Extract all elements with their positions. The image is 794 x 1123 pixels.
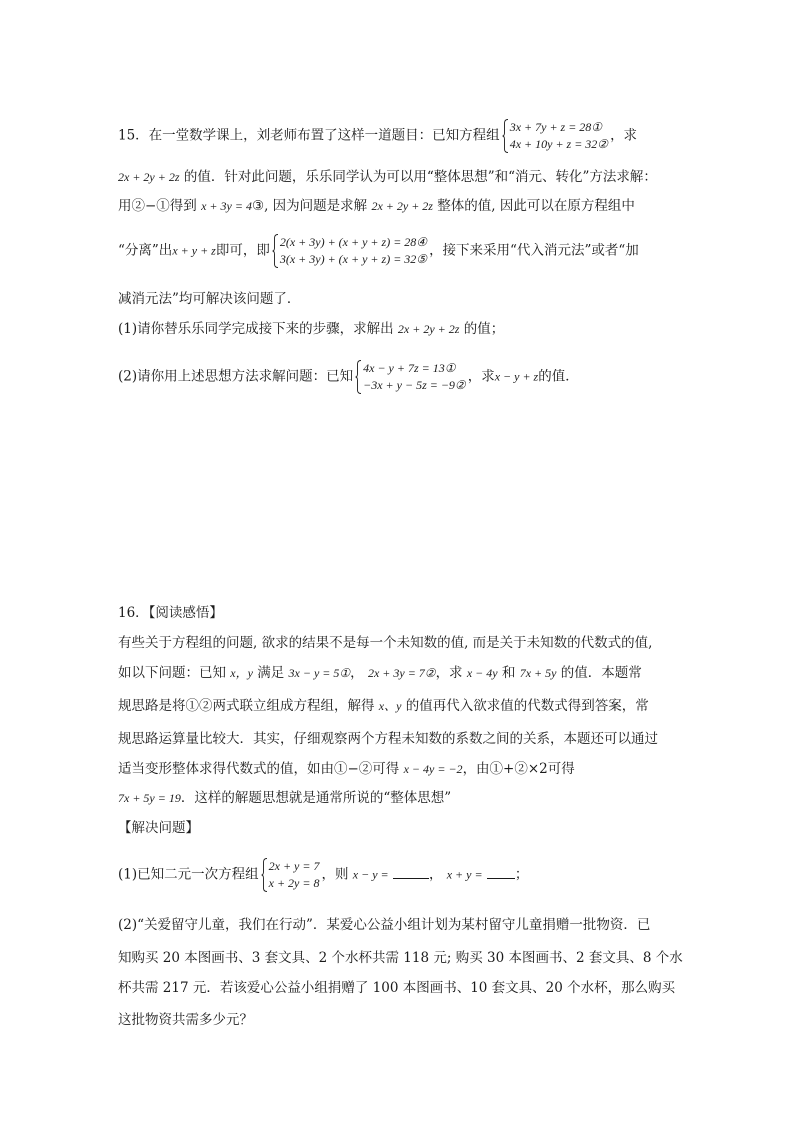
expr-xyz: x + y + z [172,243,216,258]
q15-line-4-text-b: 即可，即 [215,242,270,259]
system-1-eq-2: 4x + 10y + z = 32② [509,137,609,151]
system-2-eq-1: 2(x + 3y) + (x + y + z) = 28④ [279,235,428,249]
q16-title-text: 16．【阅读感悟】 [118,605,223,621]
q15-line-2-text: 的值．针对此问题，乐乐同学认为可以用“整体思想”和“消元、转化”方法求解： [183,169,657,185]
system-2-eq-2: 3(x + 3y) + (x + y + z) = 32⑤ [279,252,428,266]
brace-icon [272,234,279,268]
q16-part-1 [118,858,528,892]
q16-part-1-text-c: ， [428,866,443,883]
q15-intro-text: 15．在一堂数学课上，刘老师布置了这样一道题目：已知方程组 [118,127,500,144]
q16-line-2 [118,664,642,682]
q16-part-1-text-b: ，则 [321,866,349,883]
q16-line-3-text-a: 规思路是将①②两式联立组成方程组，解得 [118,698,375,714]
q15-part-2-text-c: 的值． [538,368,579,385]
q16-line-2-text-c: ， [350,665,364,681]
expr-2x2y2z-b: 2x + 2y + 2z [371,199,433,213]
q15-line-2 [118,168,657,186]
q15-part-1-text-a: (1)请你替乐乐同学完成接下来的步骤，求解出 [118,321,394,337]
q16-part-1-text-a: (1)已知二元一次方程组 [118,866,259,883]
brace-icon [502,119,509,153]
vars-x-y: x、y [378,699,402,713]
q16-line-3-text-b: 的值再代入欲求值的代数式得到答案，常 [405,698,649,714]
q16-part-1-text-d: ； [514,866,529,883]
q16-part-2-text-1: (2)“关爱留守儿童，我们在行动”．某爱心公益小组计划为某村留守儿童捐赠一批物资．已 [118,917,651,933]
equation-system-1 [502,119,608,153]
q16-title [118,604,223,622]
q16-line-5 [118,760,575,778]
q16-part-2-text-2: 知购买 20 本图画书、3 套文具、2 个水杯共需 118 元; 购买 30 本图画书、2 套文具、8 个水 [118,950,683,966]
system-4-eq-1: 2x + y = 7 [268,859,320,873]
brace-icon [261,858,268,892]
system-3-eq-2: −3x + y − 5z = −9② [363,378,466,392]
equation-system-3 [355,360,466,394]
equation-system-4 [261,858,320,892]
expr-7x-5y: 7x + 5y [519,666,557,680]
q15-part-2-text-a: (2)请你用上述思想方法求解问题：已知 [118,368,354,385]
q16-part-2-line-2 [118,949,683,967]
expr-x-minus-y: x − y = [352,867,389,882]
q16-line-3 [118,697,649,715]
q16-line-2-text-f: 的值．本题常 [560,665,642,681]
q15-line-1 [118,119,637,153]
q16-line-2-text-a: 如以下问题：已知 [118,665,226,681]
vars-xy: x，y [230,666,253,680]
expr-x-y-z: x − y + z [494,369,539,384]
eq-7x-5y-19: 7x + 5y = 19 [118,791,181,805]
q16-part-2-line-3 [118,979,675,997]
expr-x-4y: x − 4y [466,666,498,680]
q16-line-2-text-b: 满足 [257,665,285,681]
expr-x-3y-4: x + 3y = 4 [201,199,252,213]
q16-part-2-text-4: 这批物资共需多少元？ [118,1012,253,1028]
answer-blank-2[interactable] [487,866,515,879]
expr-2x2y2z: 2x + 2y + 2z [118,170,180,184]
q15-line-5 [118,290,300,308]
q16-line-6-text: ．这样的解题思想就是通常所说的“整体思想” [180,790,452,806]
q15-part-1-text-b: 的值； [463,321,505,337]
expr-x-plus-y: x + y = [446,867,483,882]
q15-line-4-text-c: ，接下来采用“代入消元法”或者“加 [429,242,639,259]
q15-line-3-text-a: 用②−①得到 [118,198,197,214]
q16-line-1-text: 有些关于方程组的问题, 欲求的结果不是每一个未知数的值, 而是关于未知数的代数式的值, [118,635,653,651]
system-1-eq-1: 3x + 7y + z = 28① [509,120,603,134]
q15-part-1 [118,320,504,338]
q16-line-5-text-a: 适当变形整体求得代数式的值，如由①−②可得 [118,761,400,777]
q15-part-2-text-b: ，求 [467,368,495,385]
q15-line-4 [118,234,639,268]
q16-part-2-line-1 [118,916,650,934]
q16-line-4-text: 规思路运算量比较大．其实，仔细观察两个方程未知数的系数之间的关系，本题还可以通过 [118,731,658,747]
eq-3x-y-5: 3x − y = 5① [288,666,351,680]
q16-subtitle [118,819,199,837]
brace-icon [355,360,362,394]
q15-line-3-text-c: 整体的值, 因此可以在原方程组中 [437,198,635,214]
q16-line-2-text-e: 和 [501,665,516,681]
q16-part-2-line-4 [118,1011,253,1029]
q15-ask-text: ，求 [610,127,638,144]
q15-line-3-text-b: ③, 因为问题是求解 [251,198,368,214]
system-4-eq-2: x + 2y = 8 [268,876,320,890]
q16-subtitle-text: 【解决问题】 [118,820,199,836]
q16-line-1 [118,634,652,652]
answer-blank-1[interactable] [393,866,429,879]
q16-line-5-text-b: ，由①+②×2可得 [462,761,575,777]
eq-x-4y-neg2: x − 4y = −2 [403,762,463,776]
q16-line-2-text-d: ，求 [435,665,463,681]
q16-line-4 [118,730,658,748]
eq-2x-3y-7: 2x + 3y = 7② [367,666,436,680]
q15-line-3 [118,197,635,215]
expr-2x2y2z-c: 2x + 2y + 2z [397,322,460,336]
q15-line-5-text: 减消元法”均可解决该问题了． [118,291,301,307]
q16-line-6 [118,789,451,807]
equation-system-2 [272,234,427,268]
q15-part-2 [118,360,579,394]
q15-line-4-text-a: “分离”出 [118,242,173,259]
system-3-eq-1: 4x − y + 7z = 13① [363,361,456,375]
q16-part-2-text-3: 杯共需 217 元．若该爱心公益小组捐赠了 100 本图画书、10 套文具、20 个水杯，那么购买 [118,980,676,996]
